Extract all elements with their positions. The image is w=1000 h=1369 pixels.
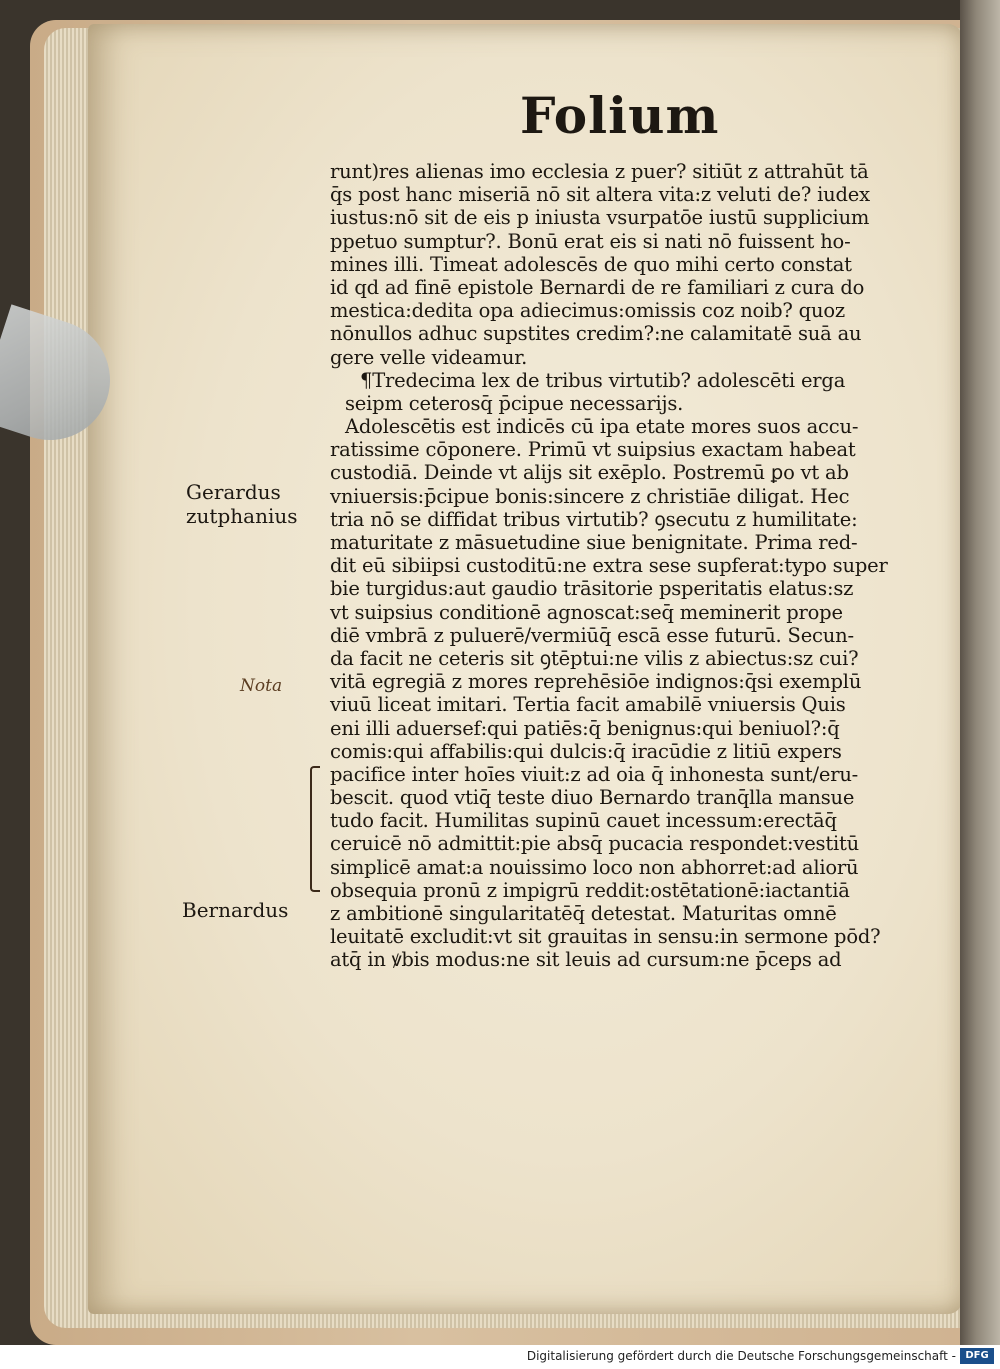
text-line: ceruicē nō admittit:pie absq̄ pucacia respondet:vestitū: [330, 832, 860, 856]
handwritten-bracket: [310, 766, 320, 892]
text-line: Adolescētis est indicēs cū ipa etate mores suos accu-: [345, 415, 859, 439]
text-line: da facit ne ceteris sit ꝯtēptui:ne vilis z abiectus:sz cui?: [330, 646, 859, 670]
text-line: comis:qui affabilis:qui dulcis:q̄ iracūdie z litiū expers: [330, 739, 842, 763]
margin-note-bernardus: [182, 898, 288, 922]
text-line: bescit. quod vtiq̄ teste diuo Bernardo tranq̄lla mansue: [330, 786, 855, 810]
text-line: bie turgidus:aut gaudio trāsitorie psperitatis elatus:sz: [330, 577, 854, 601]
text-line: gere velle videamur.: [330, 345, 528, 369]
text-line: vniuersis:p̄cipue bonis:sincere z christiāe diligat. Hec: [330, 484, 850, 508]
text-line: nōnullos adhuc supstites credim?:ne calamitatē suā au: [330, 322, 862, 346]
margin-note-line: Gerardus: [186, 480, 281, 504]
text-line: iustus:nō sit de eis p iniusta vsurpatōe iustū supplicium: [330, 206, 870, 230]
text-line: runt)res alienas imo ecclesia z puer? sitiūt z attrahūt tā: [330, 160, 869, 183]
text-line: leuitatē excludit:vt sit grauitas in sensu:in sermone pōd?: [330, 925, 881, 949]
text-line: mines illi. Timeat adolescēs de quo mihi certo constat: [330, 252, 852, 276]
text-line: vt suipsius conditionē agnoscat:seq̄ meminerit prope: [330, 600, 843, 624]
handwritten-nota: Nota: [240, 676, 283, 696]
text-line: diē vmbrā z puluerē/vermiūq̄ escā esse futurū. Secun-: [330, 623, 854, 647]
text-line: obsequia pronū z impigrū reddit:ostētationē:iactantiā: [330, 878, 850, 902]
text-line: simplicē amat:a nouissimo loco non abhorret:ad aliorū: [330, 855, 859, 879]
text-line: id qd ad finē epistole Bernardi de re familiari z cura do: [330, 275, 865, 299]
margin-note-line: zutphanius: [186, 504, 298, 528]
text-line: atq̄ in ꝟbis modus:ne sit leuis ad cursum:ne p̄ceps ad: [330, 948, 842, 972]
body-text: [330, 160, 910, 972]
text-line: eni illi aduersef:qui patiēs:q̄ benignus:qui beniuol?:q̄: [330, 716, 840, 740]
text-line: pacifice inter hoīes viuit:z ad oia q̄ inhonesta sunt/eru-: [330, 762, 859, 786]
text-line: maturitate z māsuetudine siue benignitate. Prima red-: [330, 531, 858, 554]
text-line: mestica:dedita opa adiecimus:omissis coz noib? quoz: [330, 299, 845, 323]
text-line: dit eū sibiipsi custoditū:ne extra sese supferat:typo super: [330, 554, 888, 578]
text-line: tudo facit. Humilitas supinū cauet incessum:erectāq̄: [330, 809, 837, 833]
footer-credit: Digitalisierung gefördert durch die Deutsche Forschungsgemeinschaft -: [526, 1349, 956, 1363]
text-line: seipm ceterosq̄ p̄cipue necessarijs.: [345, 391, 684, 415]
margin-note-line: Bernardus: [182, 898, 289, 922]
text-line: ppetuo sumptur?. Bonū erat eis si nati nō fuissent ho-: [330, 229, 851, 253]
facing-page-edge: [960, 0, 1000, 1345]
text-line: ¶Tredecima lex de tribus virtutib? adolescēti erga: [360, 368, 846, 392]
text-line: z ambitionē singularitatēq̄ detestat. Maturitas omnē: [330, 902, 837, 925]
text-line: tria nō se diffidat tribus virtutib? ꝯsecutu z humilitate:: [330, 507, 858, 531]
text-line: vitā egregiā z mores reprehēsiōe indignos:q̄si exemplū: [330, 670, 862, 694]
text-line: viuū liceat imitari. Tertia facit amabilē vniuersis Quis: [330, 693, 846, 717]
text-line: custodiā. Deinde vt alijs sit exēplo. Postremū ꝑo vt ab: [330, 461, 849, 485]
text-line: ratissime cōponere. Primū vt suipsius exactam habeat: [330, 438, 856, 462]
page-header-folium: Folium: [520, 86, 720, 145]
text-line: q̄s post hanc miseriā nō sit altera vita:z veluti de? iudex: [330, 183, 870, 207]
dfg-logo: DFG: [960, 1348, 994, 1364]
margin-note-gerardus: [186, 480, 297, 528]
